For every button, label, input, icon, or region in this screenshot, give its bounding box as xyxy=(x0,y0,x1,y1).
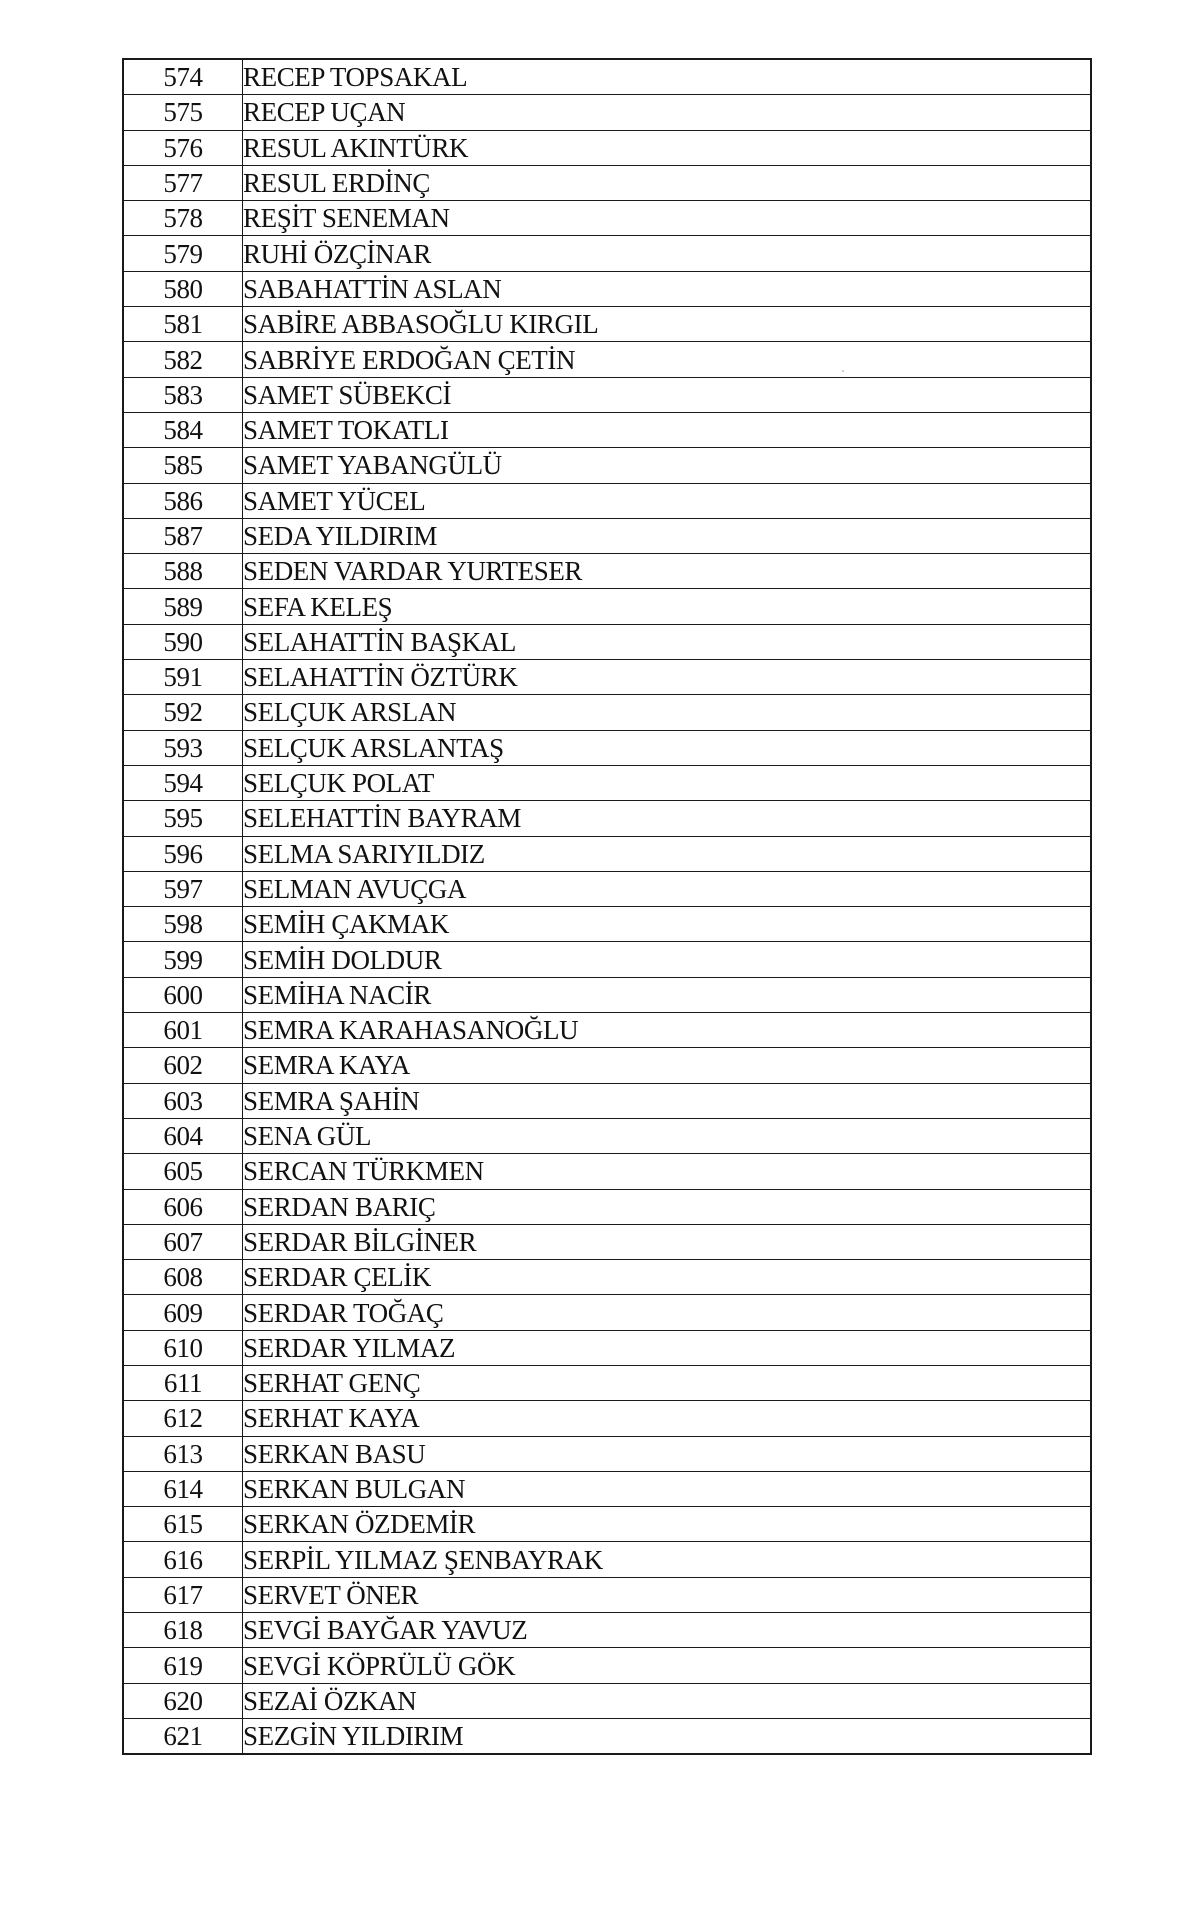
table-row xyxy=(123,1436,1091,1471)
person-name-cell: SERDAR BİLGİNER xyxy=(243,1224,1092,1259)
table-row xyxy=(123,1613,1091,1648)
table-row xyxy=(123,1683,1091,1718)
row-number-cell: 612 xyxy=(123,1401,243,1436)
table-row xyxy=(123,589,1091,624)
row-number-cell: 620 xyxy=(123,1683,243,1718)
row-number-cell: 605 xyxy=(123,1154,243,1189)
row-number-cell: 579 xyxy=(123,236,243,271)
name-list-table xyxy=(122,58,1092,1755)
person-name-cell: RESUL AKINTÜRK xyxy=(243,130,1092,165)
row-number-cell: 616 xyxy=(123,1542,243,1577)
table-row xyxy=(123,130,1091,165)
person-name-cell: SEVGİ KÖPRÜLÜ GÖK xyxy=(243,1648,1092,1683)
table-row xyxy=(123,1048,1091,1083)
person-name-cell: SENA GÜL xyxy=(243,1118,1092,1153)
table-row xyxy=(123,1330,1091,1365)
person-name-cell: SERKAN BULGAN xyxy=(243,1471,1092,1506)
person-name-cell: SERPİL YILMAZ ŞENBAYRAK xyxy=(243,1542,1092,1577)
table-row xyxy=(123,236,1091,271)
row-number-cell: 618 xyxy=(123,1613,243,1648)
person-name-cell: RECEP UÇAN xyxy=(243,95,1092,130)
person-name-cell: SERVET ÖNER xyxy=(243,1577,1092,1612)
table-row xyxy=(123,1154,1091,1189)
table-row xyxy=(123,483,1091,518)
table-row xyxy=(123,271,1091,306)
row-number-cell: 607 xyxy=(123,1224,243,1259)
table-row xyxy=(123,695,1091,730)
row-number-cell: 577 xyxy=(123,165,243,200)
row-number-cell: 598 xyxy=(123,907,243,942)
table-row xyxy=(123,518,1091,553)
table-row xyxy=(123,836,1091,871)
person-name-cell: SERDAR ÇELİK xyxy=(243,1260,1092,1295)
table-row xyxy=(123,59,1091,95)
table-row xyxy=(123,412,1091,447)
row-number-cell: 592 xyxy=(123,695,243,730)
person-name-cell: REŞİT SENEMAN xyxy=(243,201,1092,236)
person-name-cell: SELÇUK ARSLANTAŞ xyxy=(243,730,1092,765)
person-name-cell: SELMAN AVUÇGA xyxy=(243,871,1092,906)
person-name-cell: RECEP TOPSAKAL xyxy=(243,59,1092,95)
table-row xyxy=(123,1189,1091,1224)
row-number-cell: 610 xyxy=(123,1330,243,1365)
table-row xyxy=(123,871,1091,906)
person-name-cell: SELMA SARIYILDIZ xyxy=(243,836,1092,871)
person-name-cell: SAMET TOKATLI xyxy=(243,412,1092,447)
person-name-cell: SELEHATTİN BAYRAM xyxy=(243,801,1092,836)
row-number-cell: 602 xyxy=(123,1048,243,1083)
table-row xyxy=(123,1260,1091,1295)
person-name-cell: SEMİH ÇAKMAK xyxy=(243,907,1092,942)
table-row xyxy=(123,1295,1091,1330)
row-number-cell: 596 xyxy=(123,836,243,871)
table-row xyxy=(123,1507,1091,1542)
row-number-cell: 583 xyxy=(123,377,243,412)
row-number-cell: 599 xyxy=(123,942,243,977)
table-row xyxy=(123,342,1091,377)
table-row xyxy=(123,307,1091,342)
person-name-cell: SEMRA KARAHASANOĞLU xyxy=(243,1013,1092,1048)
person-name-cell: SERCAN TÜRKMEN xyxy=(243,1154,1092,1189)
row-number-cell: 588 xyxy=(123,554,243,589)
table-row xyxy=(123,201,1091,236)
table-row xyxy=(123,765,1091,800)
scan-speck xyxy=(842,370,844,372)
row-number-cell: 587 xyxy=(123,518,243,553)
table-row xyxy=(123,1083,1091,1118)
table-row xyxy=(123,1648,1091,1683)
row-number-cell: 609 xyxy=(123,1295,243,1330)
row-number-cell: 590 xyxy=(123,624,243,659)
row-number-cell: 601 xyxy=(123,1013,243,1048)
table-row xyxy=(123,907,1091,942)
row-number-cell: 576 xyxy=(123,130,243,165)
row-number-cell: 621 xyxy=(123,1718,243,1754)
person-name-cell: SEVGİ BAYĞAR YAVUZ xyxy=(243,1613,1092,1648)
person-name-cell: SEMİHA NACİR xyxy=(243,977,1092,1012)
person-name-cell: SAMET YÜCEL xyxy=(243,483,1092,518)
person-name-cell: SEDEN VARDAR YURTESER xyxy=(243,554,1092,589)
table-row xyxy=(123,977,1091,1012)
person-name-cell: SEDA YILDIRIM xyxy=(243,518,1092,553)
table-row xyxy=(123,554,1091,589)
row-number-cell: 582 xyxy=(123,342,243,377)
person-name-cell: SEMRA ŞAHİN xyxy=(243,1083,1092,1118)
person-name-cell: SELÇUK ARSLAN xyxy=(243,695,1092,730)
table-row xyxy=(123,1542,1091,1577)
person-name-cell: SAMET YABANGÜLÜ xyxy=(243,448,1092,483)
person-name-cell: SEZAİ ÖZKAN xyxy=(243,1683,1092,1718)
row-number-cell: 589 xyxy=(123,589,243,624)
person-name-cell: SERDAN BARIÇ xyxy=(243,1189,1092,1224)
person-name-cell: SERHAT KAYA xyxy=(243,1401,1092,1436)
person-name-cell: SELAHATTİN ÖZTÜRK xyxy=(243,660,1092,695)
row-number-cell: 591 xyxy=(123,660,243,695)
person-name-cell: RUHİ ÖZÇİNAR xyxy=(243,236,1092,271)
row-number-cell: 584 xyxy=(123,412,243,447)
table-row xyxy=(123,1118,1091,1153)
person-name-cell: SABİRE ABBASOĞLU KIRGIL xyxy=(243,307,1092,342)
table-row xyxy=(123,624,1091,659)
table-row xyxy=(123,95,1091,130)
table-row xyxy=(123,1577,1091,1612)
row-number-cell: 585 xyxy=(123,448,243,483)
person-name-cell: SEFA KELEŞ xyxy=(243,589,1092,624)
row-number-cell: 614 xyxy=(123,1471,243,1506)
name-list-body xyxy=(123,59,1091,1754)
row-number-cell: 581 xyxy=(123,307,243,342)
table-row xyxy=(123,942,1091,977)
table-row xyxy=(123,448,1091,483)
person-name-cell: SERKAN BASU xyxy=(243,1436,1092,1471)
person-name-cell: SEMİH DOLDUR xyxy=(243,942,1092,977)
table-row xyxy=(123,377,1091,412)
row-number-cell: 604 xyxy=(123,1118,243,1153)
table-row xyxy=(123,1013,1091,1048)
table-row xyxy=(123,660,1091,695)
person-name-cell: SEZGİN YILDIRIM xyxy=(243,1718,1092,1754)
row-number-cell: 600 xyxy=(123,977,243,1012)
row-number-cell: 595 xyxy=(123,801,243,836)
table-row xyxy=(123,1718,1091,1754)
row-number-cell: 594 xyxy=(123,765,243,800)
table-row xyxy=(123,801,1091,836)
row-number-cell: 580 xyxy=(123,271,243,306)
person-name-cell: SABRİYE ERDOĞAN ÇETİN xyxy=(243,342,1092,377)
row-number-cell: 611 xyxy=(123,1365,243,1400)
row-number-cell: 578 xyxy=(123,201,243,236)
table-row xyxy=(123,1401,1091,1436)
person-name-cell: SERHAT GENÇ xyxy=(243,1365,1092,1400)
row-number-cell: 615 xyxy=(123,1507,243,1542)
table-row xyxy=(123,1224,1091,1259)
row-number-cell: 606 xyxy=(123,1189,243,1224)
row-number-cell: 597 xyxy=(123,871,243,906)
person-name-cell: SELÇUK POLAT xyxy=(243,765,1092,800)
table-row xyxy=(123,730,1091,765)
table-row xyxy=(123,1365,1091,1400)
row-number-cell: 608 xyxy=(123,1260,243,1295)
person-name-cell: SELAHATTİN BAŞKAL xyxy=(243,624,1092,659)
row-number-cell: 593 xyxy=(123,730,243,765)
person-name-cell: SERKAN ÖZDEMİR xyxy=(243,1507,1092,1542)
row-number-cell: 603 xyxy=(123,1083,243,1118)
row-number-cell: 575 xyxy=(123,95,243,130)
row-number-cell: 619 xyxy=(123,1648,243,1683)
person-name-cell: SERDAR YILMAZ xyxy=(243,1330,1092,1365)
row-number-cell: 586 xyxy=(123,483,243,518)
table-row xyxy=(123,1471,1091,1506)
row-number-cell: 617 xyxy=(123,1577,243,1612)
person-name-cell: SABAHATTİN ASLAN xyxy=(243,271,1092,306)
person-name-cell: SERDAR TOĞAÇ xyxy=(243,1295,1092,1330)
person-name-cell: RESUL ERDİNÇ xyxy=(243,165,1092,200)
row-number-cell: 613 xyxy=(123,1436,243,1471)
row-number-cell: 574 xyxy=(123,59,243,95)
person-name-cell: SAMET SÜBEKCİ xyxy=(243,377,1092,412)
table-row xyxy=(123,165,1091,200)
person-name-cell: SEMRA KAYA xyxy=(243,1048,1092,1083)
